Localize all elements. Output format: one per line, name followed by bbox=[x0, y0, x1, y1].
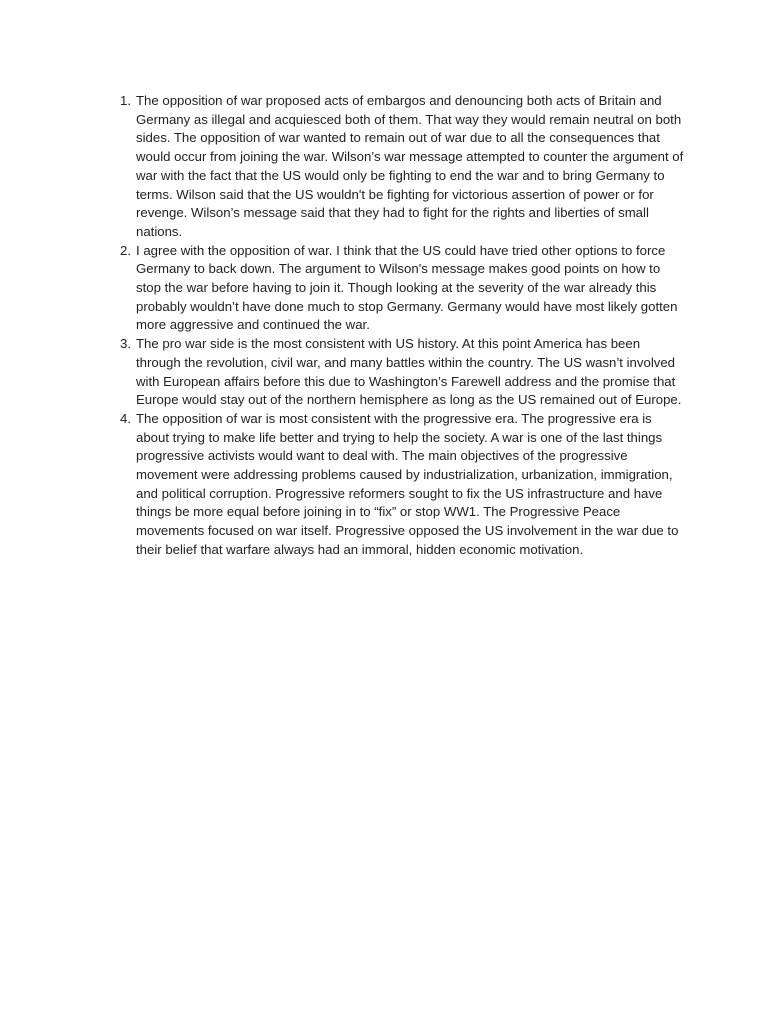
answer-number-3: 3. bbox=[120, 336, 131, 352]
answer-number-2: 2. bbox=[120, 242, 131, 258]
answer-item-2 bbox=[120, 242, 684, 336]
answer-text-1: The opposition of war proposed acts of embargos and denouncing both acts of Britain and Germany as illegal and acquiesced both of them. That way they would remain neutral on both sides. The opposition of war wanted to remain out of war due to all the consequences that would occur from joining the war. Wilson’s war message attempted to counter the argument of war with the fact that the US would only be fighting to end the war and to bring Germany to terms. Wilson said that the US wouldn't be fighting for victorious assertion of power or for revenge. Wilson’s message said that they had to fight for the rights and liberties of small nations. bbox=[136, 93, 684, 239]
numbered-answer-list bbox=[120, 92, 684, 560]
answer-text-3: The pro war side is the most consistent with US history. At this point America has been through the revolution, civil war, and many battles within the country. The US wasn’t involved with European affairs before this due to Washington’s Farewell address and the promise that Europe would stay out of the northern hemisphere as long as the US remained out of Europe. bbox=[136, 336, 682, 408]
answer-text-4: The opposition of war is most consistent with the progressive era. The progressive era is about trying to make life better and trying to help the society. A war is one of the last things progressive activists would want to deal with. The main objectives of the progressive movement were addressing problems caused by industrialization, urbanization, immigration, and political corruption. Progressive reformers sought to fix the US infrastructure and have things be more equal before joining in to “fix” or stop WW1. The Progressive Peace movements focused on war itself. Progressive opposed the US involvement in the war due to their belief that warfare always had an immoral, hidden economic motivation. bbox=[136, 410, 679, 557]
answer-item-1 bbox=[120, 92, 684, 242]
answer-item-3 bbox=[120, 335, 684, 410]
answer-number-4: 4. bbox=[120, 410, 131, 426]
answer-text-2: I agree with the opposition of war. I think that the US could have tried other options to force Germany to back down. The argument to Wilson's message makes good points on how to stop the war before having to join it. Though looking at the severity of the war already this probably wouldn’t have done much to stop Germany. Germany would have most likely gotten more aggressive and continued the war. bbox=[136, 242, 678, 333]
answer-number-1: 1. bbox=[120, 93, 131, 108]
answer-item-4 bbox=[120, 410, 684, 560]
